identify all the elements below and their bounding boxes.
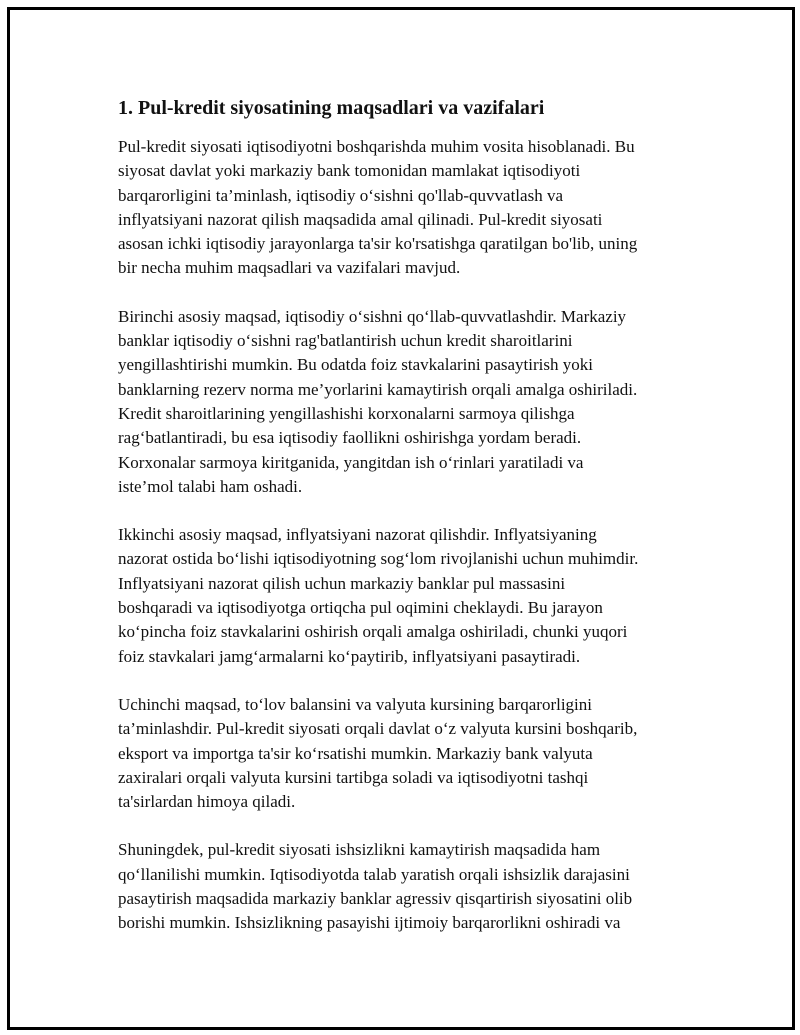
text-line: Kredit sharoitlarining yengillashishi korxonalarni sarmoya qilishga [118, 403, 575, 423]
text-line: ta’minlashdir. Pul-kredit siyosati orqali davlat o‘z valyuta kursini boshqarib, [118, 719, 638, 739]
text-line: ko‘pincha foiz stavkalarini oshirish orqali amalga oshiriladi, chunki yuqori [118, 622, 628, 642]
text-line: Birinchi asosiy maqsad, iqtisodiy o‘sishni qo‘llab-quvvatlashdir. Markaziy [118, 306, 627, 326]
text-line: Korxonalar sarmoya kiritganida, yangitdan ish o‘rinlari yaratiladi va [118, 452, 584, 472]
text-line: Shuningdek, pul-kredit siyosati ishsizlikni kamaytirish maqsadida ham [118, 840, 601, 860]
text-line: zaxiralari orqali valyuta kursini tartibga soladi va iqtisodiyotni tashqi [118, 767, 589, 787]
body-paragraph [118, 135, 698, 281]
page-frame [7, 7, 795, 1030]
text-line: borishi mumkin. Ishsizlikning pasayishi ijtimoiy barqarorlikni oshiradi va [118, 913, 621, 933]
text-line: eksport va importga ta'sir ko‘rsatishi mumkin. Markaziy bank valyuta [118, 743, 593, 763]
text-line: barqarorligini ta’minlash, iqtisodiy o‘sishni qo'llab-quvvatlash va [118, 185, 563, 205]
text-line: qo‘llanilishi mumkin. Iqtisodiyotda talab yaratish orqali ishsizlik darajasini [118, 864, 630, 884]
text-line: asosan ichki iqtisodiy jarayonlarga ta'sir ko'rsatishga qaratilgan bo'lib, uning [118, 234, 638, 254]
document-body [118, 95, 698, 960]
text-line: Ikkinchi asosiy maqsad, inflyatsiyani nazorat qilishdir. Inflyatsiyaning [118, 525, 597, 545]
text-line: banklarning rezerv norma me’yorlarini kamaytirish orqali amalga oshiriladi. [118, 379, 638, 399]
text-line: inflyatsiyani nazorat qilish maqsadida amal qilinadi. Pul-kredit siyosati [118, 209, 603, 229]
text-line: bir necha muhim maqsadlari va vazifalari mavjud. [118, 258, 461, 278]
body-paragraph [118, 693, 698, 814]
body-paragraph [118, 305, 698, 499]
text-line: yengillashtirishi mumkin. Bu odatda foiz stavkalarini pasaytirish yoki [118, 355, 593, 375]
text-line: ta'sirlardan himoya qiladi. [118, 792, 296, 812]
text-line: Pul-kredit siyosati iqtisodiyotni boshqarishda muhim vosita hisoblanadi. Bu [118, 137, 635, 156]
text-line: boshqaradi va iqtisodiyotga ortiqcha pul oqimini cheklaydi. Bu jarayon [118, 598, 603, 618]
text-line: banklar iqtisodiy o‘sishni rag'batlantirish uchun kredit sharoitlarini [118, 331, 573, 351]
body-paragraph [118, 523, 698, 669]
paragraph-list [118, 135, 698, 936]
text-line: nazorat ostida bo‘lishi iqtisodiyotning sog‘lom rivojlanishi uchun muhimdir. [118, 549, 639, 569]
text-line: siyosat davlat yoki markaziy bank tomonidan mamlakat iqtisodiyoti [118, 161, 581, 181]
text-line: Inflyatsiyani nazorat qilish uchun markaziy banklar pul massasini [118, 573, 566, 593]
body-paragraph [118, 838, 698, 935]
section-heading: 1. Pul-kredit siyosatining maqsadlari va vazifalari [118, 97, 545, 119]
text-line: Uchinchi maqsad, to‘lov balansini va valyuta kursining barqarorligini [118, 694, 592, 714]
text-line: foiz stavkalari jamg‘armalarni ko‘paytirib, inflyatsiyani pasaytiradi. [118, 646, 581, 666]
text-line: pasaytirish maqsadida markaziy banklar agressiv qisqartirish siyosatini olib [118, 889, 633, 909]
text-line: iste’mol talabi ham oshadi. [118, 476, 303, 496]
text-line: rag‘batlantiradi, bu esa iqtisodiy faollikni oshirishga yordam beradi. [118, 428, 582, 448]
